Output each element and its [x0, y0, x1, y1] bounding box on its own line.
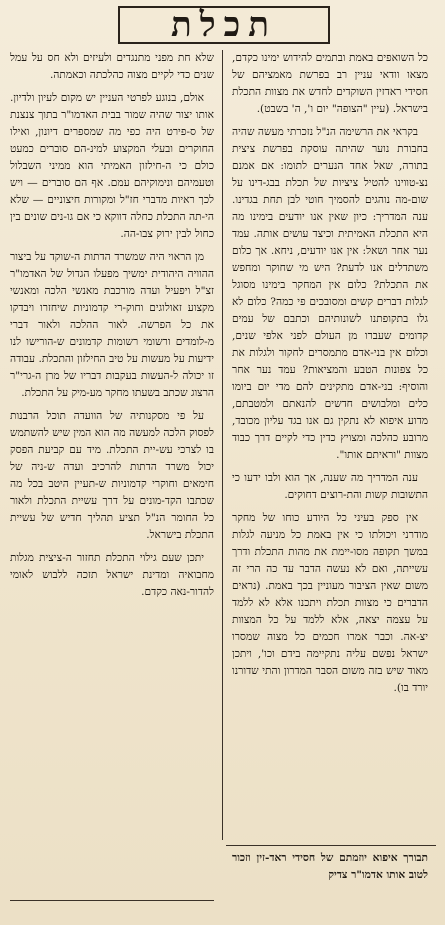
paragraph: מן הראוי היה שמשרד הדתות ה-שוקד על ביצור ההוויה היהודית ימשיך מפעלו הגדול של האדמו"ר זצ"ל ויפעיל ועדה מורכבת מאנשי הלכה ומאנשי מקצוע זאולוגים וחוק-רי קדמוניות שיחזרו ויבדקו את כל הפרשה. לאור ההלכה ולאור דברי מ-לומדים ורשומי רשומות קדמונים ש-הורישו לנו ידיעות על מעשות על טיב החילזון והתכלת. עבודה זו יכולה ל-העשות בעקבות דבריו של מרן ה-גרי"ר הרצוג שכתב בשעתו מחקר מע-מיק על התכלת. — [10, 251, 214, 399]
footer-paragraph: תבורך איפוא יוזמתם של חסידי ראד-זין וזכור לטוב אותו אדמו"ר צדיק — [232, 852, 428, 881]
headline: תכלת — [171, 5, 277, 45]
bottom-rule — [10, 900, 214, 901]
paragraph: יתכן שעם גילוי התכלת תחזור ה-ציצית מגלות מחבואיה ומדינת ישראל תזכה ללבוש לאומי להדור-נאה כקדם. — [10, 552, 214, 598]
paragraph: שלא חת מפני מתנגדים ולעיזים ולא חס על עמל שנים כדי לקיים מצוה כהלכתה וכאמתה. — [10, 52, 214, 81]
paragraph: בקראי את הרשימה הנ"ל נזכרתי מעשה שהיה בחבורת נוער שהיתה עוסקת בפרשת ציצית בתורה, שאל אחד הנערים לתומו: אם אמנם נצ-טווינו להטיל ציציות של תכלת בבג-דינו על שום-מה נוהגים להסמיך חוטי לבן תחת בגדינו. ענה המדריך: כיון שאין אנו יודעים בימינו מה היא התכלת האמיתית וכיצד עושים אותה. עמד נער אחר ושאל: אין אנו יודעים, ניחא. אך כלום משתדלים אנו לדעת? היש מי שחוקר ומחפש את התכלת? כלום אין המחקר בימינו מסוגל לגלות דברים קשים ומסובכים פי כמה? כלום לא גלו בתקופתנו לשונותיהם וכתבם של עמים קדומים שעברו מן העולם לפני אלפי שנים, וכלום אין בני-אדם מתמסרים לחקור ולגלות את כל צפונות הטבע והמציאות? עמד נער אחר והוסיף: בני-אדם מתקינים להם מדי יום ביומו כלים ומלבושים חדשים להנאתם ולמטבתם, מדוע איפוא לא נתקין גם אנו בגד עליון מכובד, מרובע כהלכה ומצויץ כדין כדי לקיים דרך כבוד מצוות "וראיתם אותו". — [232, 126, 428, 461]
paragraph: כל השואפים באמת ובתמים להידוש ימינו כקדם, מצאו וודאי עניין רב בפרשת מאמציהם של חסידי ראדזין השוקדים לחדש את מצוות התכלת בישראל. (עיין "הצופה" יום ו', ה' בשבט). — [232, 52, 428, 115]
paragraph: ענה המדריך מה שענה, אך הוא ולבו ידעו כי התשובות קשות והת-רוצים דחוקים. — [232, 472, 428, 501]
column-divider — [222, 50, 223, 840]
headline-box — [118, 6, 330, 44]
paragraph: על פי מסקנותיה של הוועדה תוכל הרבנות לפסוק הלכה למעשה מה הוא המין שיש להשתמש בו לצרכי עש-יית התכלת. מיד עם קביעת הפסק יכול משרד הדתות להרכיב ועדה ש-ניה של חימאים וחוקרי קדמוניות ש-תעיין היטב בכל מה שכתבו הקד-מונים על דרך עשיית התכלת ולאור כל החומר הנ"ל תציע תהליך חדיש של עשיית התכלת בישראל. — [10, 410, 214, 541]
footer-text — [232, 850, 428, 922]
horizontal-rule — [226, 845, 436, 846]
left-column — [10, 50, 214, 896]
paragraph: אולם, בנוגע לפרטי העניין יש מקום לעיון ולדיון. אותו יצור שהיה שמור בבית האדמו"ר בתוך צנצנת של ס-פירט היה כפי מה שמספרים דיונון, ואילו החוקרים ובעלי המקצוע למינ-הם סוברים כמעט כולם כי ה-חילזון האמיתי הוא ממיני השבלול וטעמיהם ונימוקיהם עמם. אף הם סוברים — ויש לכך ראיות מדברי חז"ל ומקורות חיצוניים — שלא הי-תה התכלת כחלה דווקא כי אם גו-נים שונים בין כחול לבין ירוק צבו-הה. — [10, 92, 214, 240]
paragraph: אין ספק בעיני כל היודע כוחו של מחקר מודרני ויכולתו כי אין באמת כל מניעה לגלות במשך תקופה מסו-יימת את מהות התכלת ודרך עשייתה, ואם לא נעשה הדבר עד כה הרי זה משום שאין הציבור מעוניין בכך באמת. (נראים הדברים כי מצוות תכלת ויתכנו אלא לא ללמד על עצמה יצאה, אלא ללמד על כל המצוות יצ-אה. וכבר אמרו חכמים כל מצוה שמסרו ישראל נפשם עליה נתקיימה בידם וכו', ויתכן מאוד שיש בזה משום הסבר המדרון והתי שדורנו יורד בו). — [232, 512, 428, 694]
right-column — [232, 50, 428, 844]
